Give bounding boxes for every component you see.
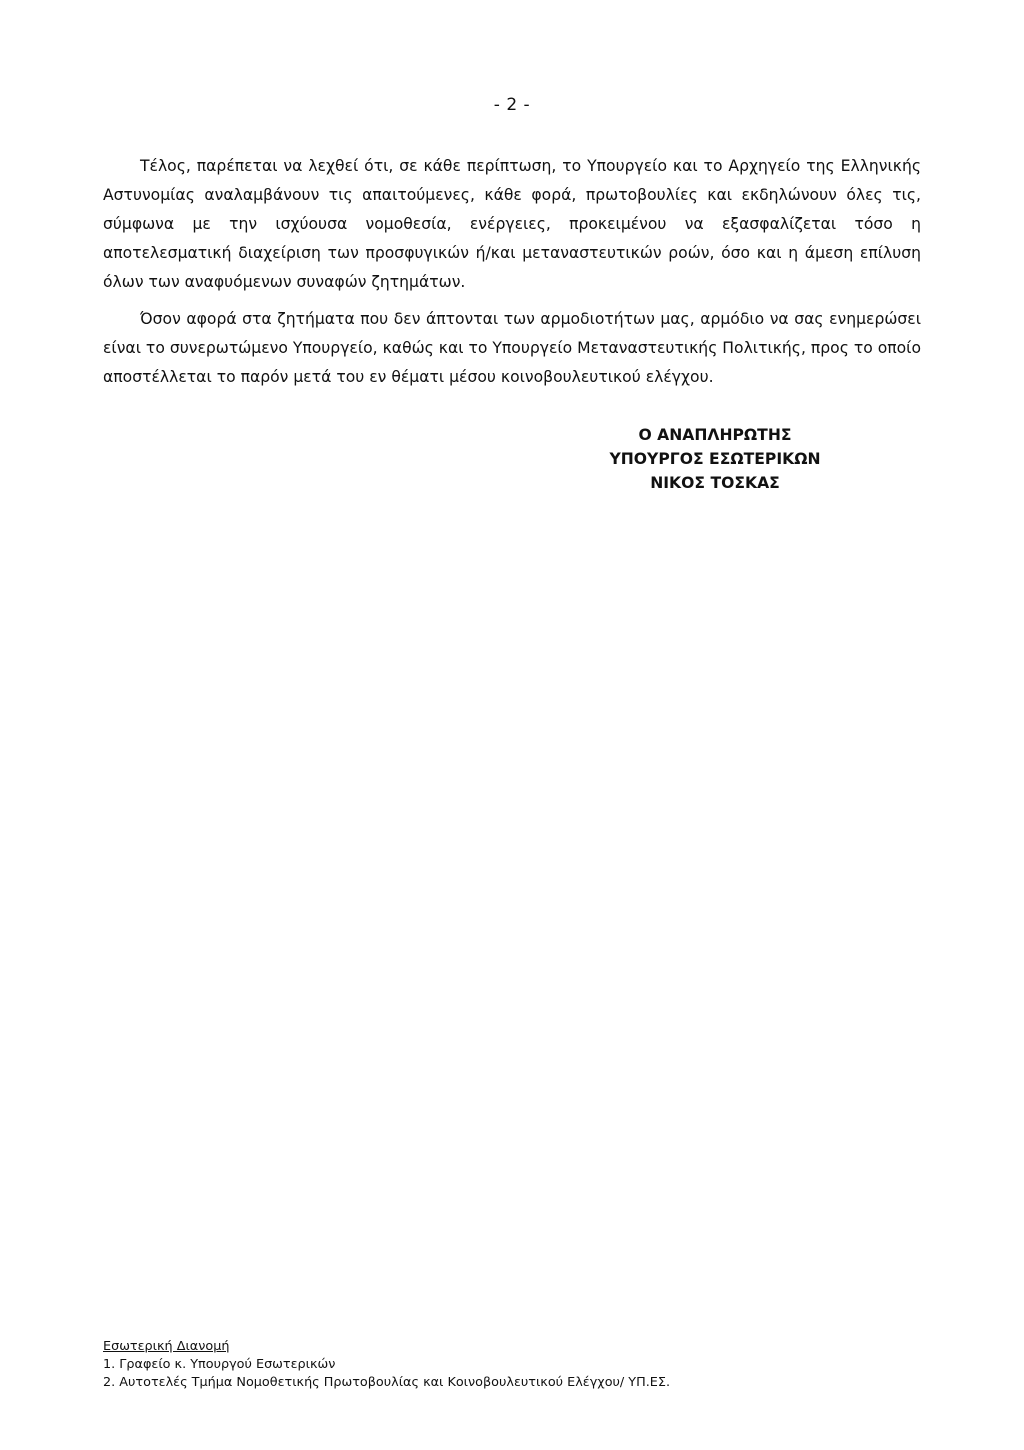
signature-title: Ο ΑΝΑΠΛΗΡΩΤΗΣ — [638, 426, 792, 444]
paragraph-closing-remarks: Τέλος, παρέπεται να λεχθεί ότι, σε κάθε περίπτωση, το Υπουργείο και το Αρχηγείο της Ελληνικής Αστυνομίας αναλαμβάνουν τις απαιτούμενες, κάθε φορά, πρωτοβουλίες και εκδηλώνουν όλες τις, σύμφωνα με την ισχύουσα νομοθεσία, ενέργειες, προκειμένου να εξασφαλίζεται τόσο η αποτελεσματική διαχείριση των προσφυγικών ή/και μεταναστευτικών ροών, όσο και η άμεση επίλυση όλων των αναφυόμενων συναφών ζητημάτων. — [103, 157, 921, 291]
signature-office: ΥΠΟΥΡΓΟΣ ΕΣΩΤΕΡΙΚΩΝ — [609, 450, 821, 468]
page-number: - 2 - — [493, 95, 531, 115]
internal-distribution — [103, 1338, 923, 1392]
distribution-heading: Εσωτερική Διανομή — [103, 1339, 230, 1354]
signature-block — [560, 423, 870, 495]
distribution-item: 2. Αυτοτελές Τμήμα Νομοθετικής Πρωτοβουλίας και Κοινοβουλευτικού Ελέγχου/ ΥΠ.ΕΣ. — [103, 1375, 671, 1390]
distribution-item: 1. Γραφείο κ. Υπουργού Εσωτερικών — [103, 1357, 336, 1372]
signature-name: ΝΙΚΟΣ ΤΟΣΚΑΣ — [650, 474, 780, 492]
paragraph-competences: Όσον αφορά στα ζητήματα που δεν άπτονται των αρμοδιοτήτων μας, αρμόδιο να σας ενημερώσει είναι το συνερωτώμενο Υπουργείο, καθώς και το Υπουργείο Μεταναστευτικής Πολιτικής, προς το οποίο αποστέλλεται το παρόν μετά του εν θέματι μέσου κοινοβουλευτικού ελέγχου. — [103, 310, 921, 386]
body-text — [103, 152, 921, 400]
